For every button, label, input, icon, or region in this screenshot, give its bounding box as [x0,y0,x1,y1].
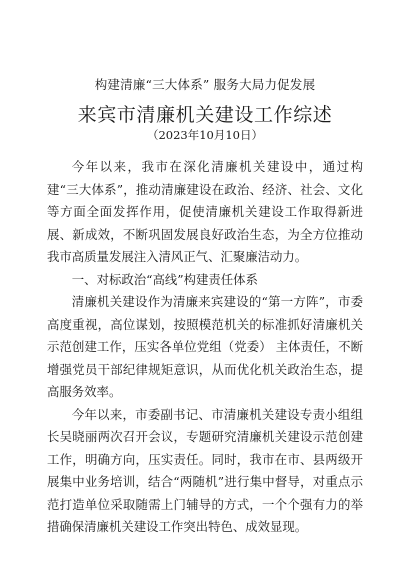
paragraph-measures: 今年以来，市委副书记、市清廉机关建设专责小组组长吴晓丽两次召开会议，专题研究清廉机关建设示范创建工作，明确方向，压实责任。同时，我市在市、县两级开展集中业务培训，结合“两随机”进行集中督导，对重点示范打造单位采取随需上门辅导的方式，一个个强有力的举措确保清廉机关建设工作突出特色、成效显现。 [47,406,363,534]
document-subtitle: 构建清廉“三大体系” 服务大局力促发展 [94,77,316,92]
paragraph-intro: 今年以来，我市在深化清廉机关建设中，通过构建“三大体系”，推动清廉建设在政治、经济、社会、文化等方面全面发挥作用，促使清廉机关建设工作取得新进展、新成效，不断巩固发展良好政治生态，为全方位推动我市高质量发展注入清风正气、汇聚廉洁动力。 [47,159,363,264]
document-body [47,156,363,539]
document-title: 来宾市清廉机关建设工作综述 [77,104,333,126]
paragraph-responsibility: 清廉机关建设作为清廉来宾建设的“第一方阵”，市委高度重视，高位谋划，按照模范机关的标准抓好清廉机关示范创建工作，压实各单位党组（党委） 主体责任，不断增强党员干部纪律规矩意识，从而优化机关政治生态，提高服务效率。 [47,294,363,399]
document-date: （2023年10月10日） [146,128,264,142]
section-heading-1: 一、对标政治“高线”构建责任体系 [71,271,258,287]
